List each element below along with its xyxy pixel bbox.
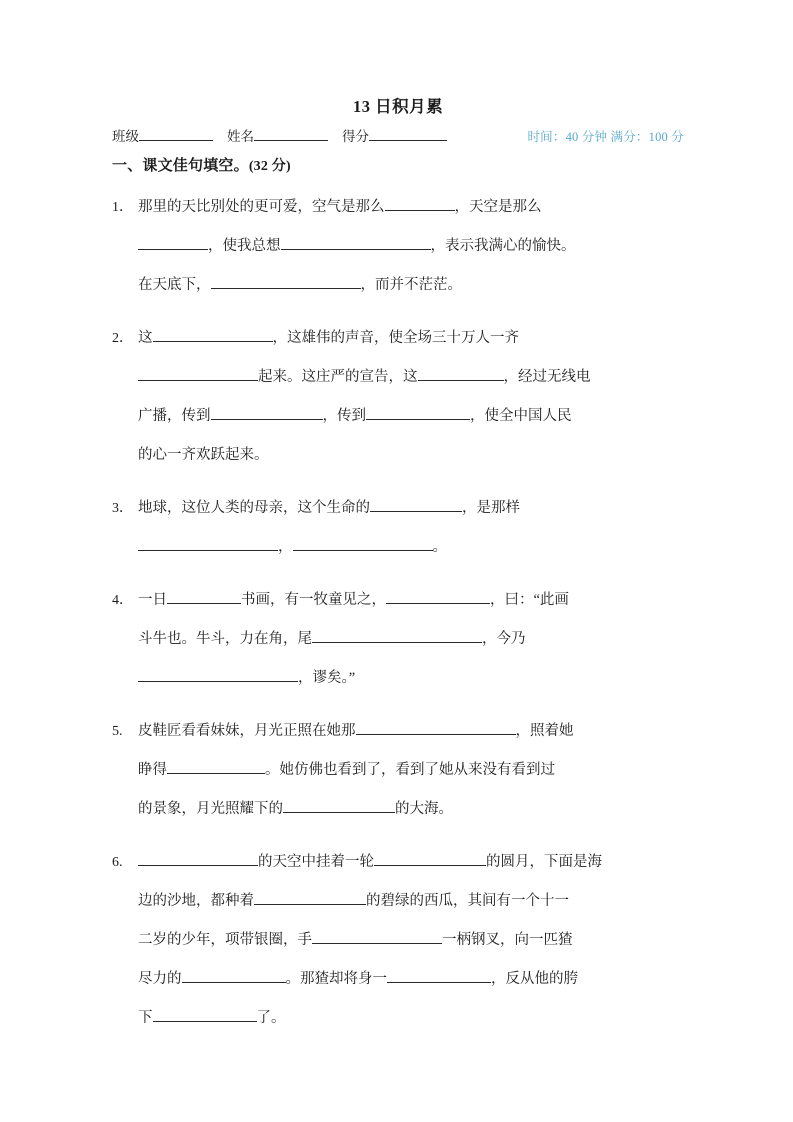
question-text: 。 bbox=[432, 538, 447, 555]
answer-blank[interactable] bbox=[167, 759, 265, 773]
answer-blank[interactable] bbox=[211, 274, 361, 288]
score-blank[interactable] bbox=[369, 128, 447, 141]
question-number: 1． bbox=[112, 199, 133, 215]
answer-blank[interactable] bbox=[374, 851, 486, 865]
answer-blank[interactable] bbox=[153, 1007, 257, 1021]
question-text: 二岁的少年，项带银圈，手 bbox=[138, 931, 312, 948]
question-text: ，曰：“此画 bbox=[490, 591, 569, 608]
answer-blank[interactable] bbox=[138, 667, 298, 681]
question-body bbox=[138, 319, 684, 475]
class-field[interactable] bbox=[112, 127, 227, 147]
answer-blank[interactable] bbox=[418, 366, 504, 380]
question-text: ，谬矣。” bbox=[298, 669, 356, 686]
answer-blank[interactable] bbox=[281, 235, 431, 249]
answer-blank[interactable] bbox=[356, 720, 516, 734]
question-line bbox=[138, 620, 684, 659]
answer-blank[interactable] bbox=[138, 235, 208, 249]
section-heading bbox=[112, 154, 684, 175]
question-text: 睁得 bbox=[138, 761, 167, 778]
class-label: 班级 bbox=[112, 129, 139, 145]
answer-blank[interactable] bbox=[385, 196, 455, 210]
class-blank[interactable] bbox=[139, 128, 213, 141]
question-line bbox=[138, 999, 684, 1038]
question-line bbox=[138, 960, 684, 999]
question-text: ， bbox=[278, 538, 293, 555]
question-line bbox=[138, 319, 684, 358]
question-line bbox=[138, 358, 684, 397]
score-field[interactable] bbox=[342, 127, 447, 147]
answer-blank[interactable] bbox=[366, 405, 470, 419]
question-line bbox=[138, 659, 684, 698]
question-text: 书画，有一牧童见之， bbox=[241, 591, 386, 608]
question-text: ，使我总想 bbox=[208, 237, 281, 254]
student-info-row bbox=[112, 127, 684, 147]
question-line bbox=[138, 712, 684, 751]
answer-blank[interactable] bbox=[138, 366, 258, 380]
question-text: ，照着她 bbox=[515, 722, 574, 739]
answer-blank[interactable] bbox=[386, 589, 490, 603]
questions-list bbox=[112, 188, 684, 1038]
question-text: ，今乃 bbox=[482, 630, 526, 647]
question-text: 这 bbox=[138, 329, 153, 346]
question-text: ，经过无线电 bbox=[503, 368, 591, 385]
question-line bbox=[138, 436, 684, 475]
question-line bbox=[138, 790, 684, 829]
question-text: 。那猹却将身一 bbox=[285, 970, 387, 987]
question-line bbox=[138, 843, 684, 882]
question-number: 2． bbox=[112, 330, 133, 346]
answer-blank[interactable] bbox=[167, 589, 241, 603]
name-blank[interactable] bbox=[254, 128, 328, 141]
question-item bbox=[112, 843, 684, 1038]
question-item bbox=[112, 319, 684, 475]
answer-blank[interactable] bbox=[312, 628, 482, 642]
question-line bbox=[138, 188, 684, 227]
question-number: 3． bbox=[112, 500, 133, 516]
question-text: 的心一齐欢跃起来。 bbox=[138, 446, 269, 463]
question-text: ，使全中国人民 bbox=[470, 407, 572, 424]
question-text: 边的沙地，都种着 bbox=[138, 892, 254, 909]
question-line bbox=[138, 397, 684, 436]
question-line bbox=[138, 266, 684, 305]
question-text: 广播，传到 bbox=[138, 407, 211, 424]
score-label: 得分 bbox=[342, 129, 369, 145]
question-body bbox=[138, 712, 684, 829]
question-line bbox=[138, 581, 684, 620]
question-item bbox=[112, 188, 684, 305]
question-text: 那里的天比别处的更可爱，空气是那么 bbox=[138, 198, 385, 215]
question-text: 下 bbox=[138, 1009, 153, 1026]
question-body bbox=[138, 489, 684, 567]
question-text: 。她仿佛也看到了，看到了她从来没有看到过 bbox=[265, 761, 555, 778]
question-text: ，反从他的胯 bbox=[491, 970, 578, 987]
answer-blank[interactable] bbox=[153, 327, 273, 341]
question-item bbox=[112, 581, 684, 698]
question-body bbox=[138, 188, 684, 305]
question-text: 的天空中挂着一轮 bbox=[258, 853, 374, 870]
name-field[interactable] bbox=[227, 127, 342, 147]
page-title: 13 日积月累 bbox=[352, 97, 444, 116]
question-text: 地球，这位人类的母亲，这个生命的 bbox=[138, 499, 370, 516]
question-text: 的圆月，下面是海 bbox=[486, 853, 602, 870]
answer-blank[interactable] bbox=[387, 968, 491, 982]
worksheet-content bbox=[112, 96, 684, 1052]
answer-blank[interactable] bbox=[312, 929, 442, 943]
answer-blank[interactable] bbox=[283, 798, 395, 812]
question-text: ，天空是那么 bbox=[454, 198, 542, 215]
question-text: ，传到 bbox=[322, 407, 366, 424]
answer-blank[interactable] bbox=[370, 497, 462, 511]
question-line bbox=[138, 227, 684, 266]
question-line bbox=[138, 921, 684, 960]
question-text: 了。 bbox=[256, 1009, 286, 1026]
answer-blank[interactable] bbox=[182, 968, 286, 982]
time-and-total-score: 时间：40 分钟 满分：100 分 bbox=[527, 130, 684, 145]
question-text: ，是那样 bbox=[462, 499, 520, 516]
question-line bbox=[138, 882, 684, 921]
question-text: 皮鞋匠看看妹妹，月光正照在她那 bbox=[138, 722, 356, 739]
question-item bbox=[112, 712, 684, 829]
question-text: 尽力的 bbox=[138, 970, 182, 987]
question-text: 在天底下， bbox=[138, 276, 211, 293]
question-line bbox=[138, 751, 684, 790]
question-number: 6. bbox=[112, 854, 123, 870]
question-body bbox=[138, 843, 684, 1038]
name-label: 姓名 bbox=[227, 129, 254, 145]
question-item bbox=[112, 489, 684, 567]
answer-blank[interactable] bbox=[138, 851, 258, 865]
question-number: 4． bbox=[112, 592, 133, 608]
answer-blank[interactable] bbox=[138, 536, 278, 550]
question-text: ，而并不茫茫。 bbox=[360, 276, 462, 293]
question-text: 斗牛也。牛斗，力在角，尾 bbox=[138, 630, 312, 647]
answer-blank[interactable] bbox=[254, 890, 366, 904]
question-text: 一日 bbox=[138, 591, 167, 608]
question-text: 的景象，月光照耀下的 bbox=[138, 800, 283, 817]
question-line bbox=[138, 489, 684, 528]
question-text: 的碧绿的西瓜，其间有一个十一 bbox=[366, 892, 569, 909]
question-text: ，表示我满心的愉快。 bbox=[430, 237, 576, 254]
question-body bbox=[138, 581, 684, 698]
answer-blank[interactable] bbox=[211, 405, 323, 419]
question-text: 一柄钢叉，向一匹猹 bbox=[442, 931, 573, 948]
question-text: ，这雄伟的声音，使全场三十万人一齐 bbox=[272, 329, 519, 346]
section-points: (32 分) bbox=[248, 158, 291, 174]
section-heading-text: 一、课文佳句填空。 bbox=[112, 157, 249, 174]
question-number: 5. bbox=[112, 723, 123, 739]
question-text: 起来。这庄严的宣告，这 bbox=[258, 368, 418, 385]
question-line bbox=[138, 528, 684, 567]
question-text: 的大海。 bbox=[395, 800, 453, 817]
answer-blank[interactable] bbox=[293, 536, 433, 550]
